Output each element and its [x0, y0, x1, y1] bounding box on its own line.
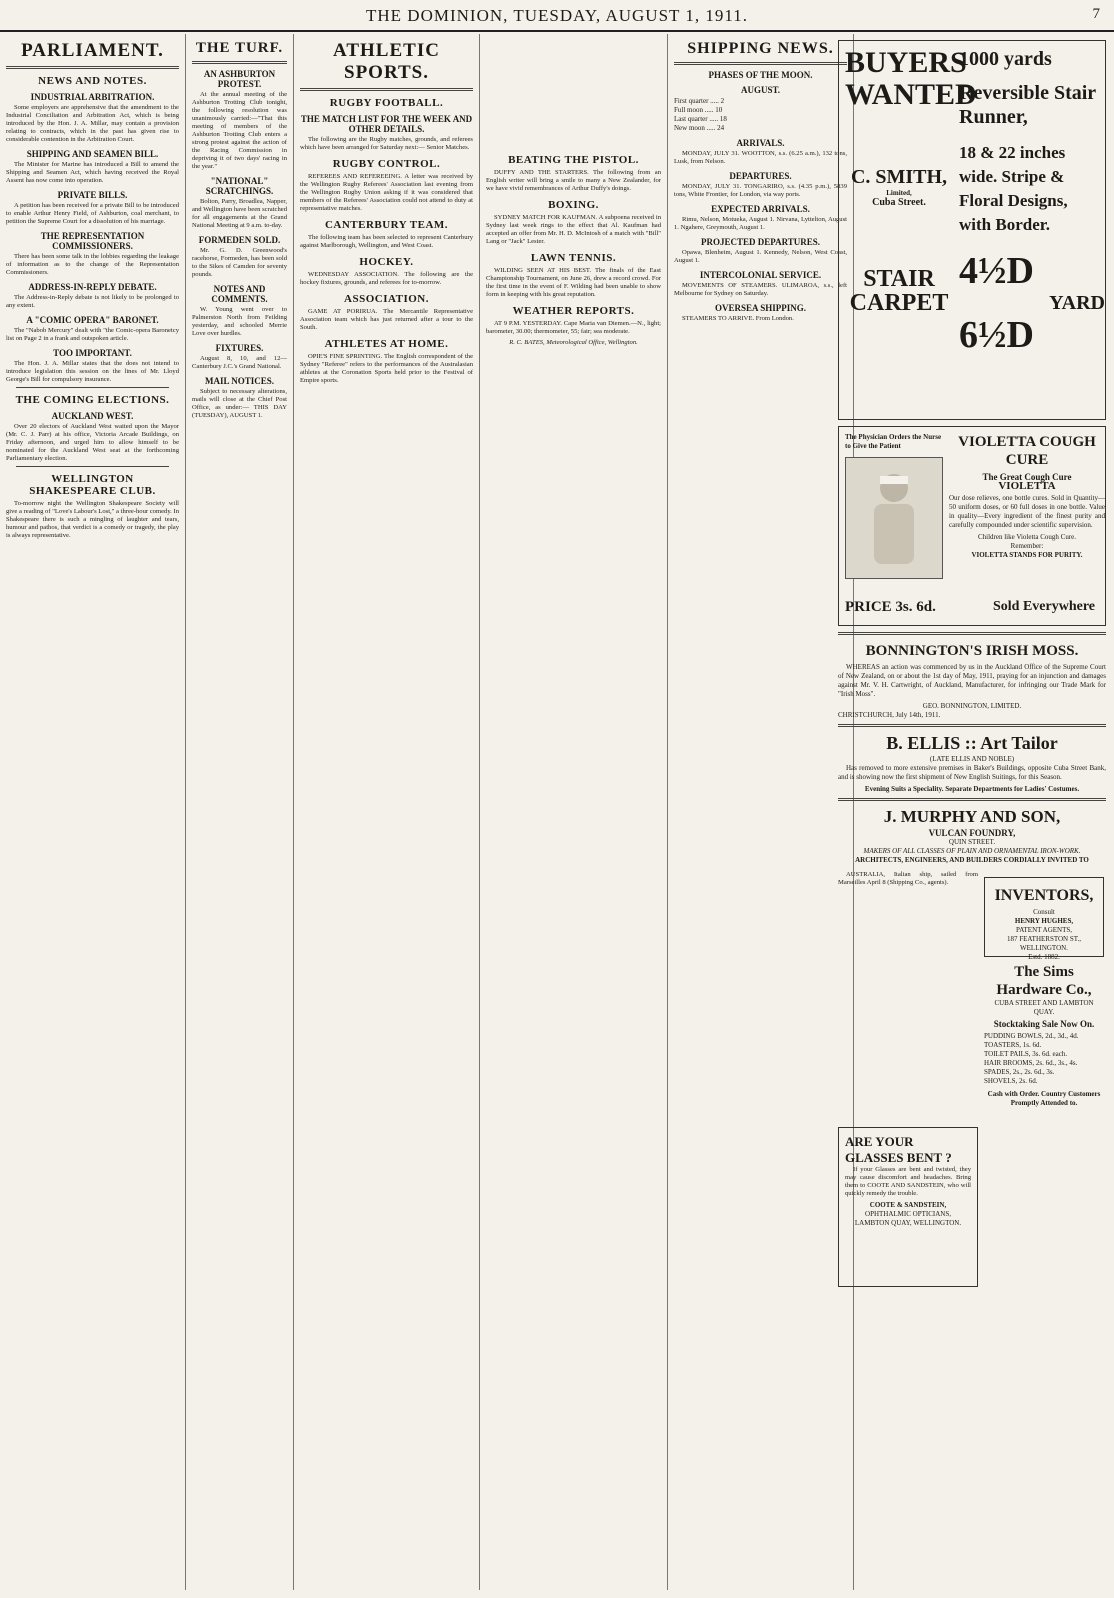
- article-title: THE REPRESENTATION COMMISSIONERS.: [40, 231, 145, 251]
- subheading-weather-reports: WEATHER REPORTS.: [512, 305, 635, 317]
- article-body: DUFFY AND THE STARTERS. The following from an English writer will bring a smile to many a New Zealander, for we have vivid remembrances of Arthur Duffy's doings.: [486, 169, 661, 192]
- article-title: EXPECTED ARRIVALS.: [711, 204, 810, 214]
- moon-phase-row: First quarter ..... 2: [674, 97, 725, 105]
- ad-carpet-label: CARPET: [849, 290, 949, 316]
- ad-violetta-body: Our dose relieves, one bottle cures. Sold in Quantity—50 uniform doses, or 60 full doses in one bottle. Value in quality—Every ingredient of the finest purity and carefully compounded under scientific supervision.: [949, 494, 1105, 529]
- article-body: GAME AT PORIRUA. The Mercantile Representative Association team which has just returned after a tour to the South.: [300, 308, 473, 331]
- article-body: Some employers are apprehensive that the amendment to the Industrial Conciliation and Arbitration Act, which is being introduced by the Hon. J. A. Millar, may contain a provision relating to contracts, which in the past has given rise to considerable contention in the Arbitration Court.: [6, 104, 179, 143]
- moon-phases-title: PHASES OF THE MOON.: [708, 70, 813, 80]
- article-title: MAIL NOTICES.: [204, 376, 275, 386]
- ad-murphy-street: QUIN STREET.: [948, 838, 996, 846]
- moon-phase-row: New moon ..... 24: [674, 124, 725, 132]
- subheading-beating-pistol: BEATING THE PISTOL.: [508, 154, 639, 166]
- ad-violetta-slogan: VIOLETTA STANDS FOR PURITY.: [971, 551, 1083, 559]
- section-heading-shipping: SHIPPING NEWS.: [687, 40, 834, 57]
- article-body: The Hon. J. A. Millar states that the does not intend to introduce legislation this session on the lines of Mr. Lloyd George's Bill for compulsory insurance.: [6, 360, 179, 383]
- newspaper-title: THE DOMINION, TUESDAY, AUGUST 1, 1911.: [366, 6, 748, 25]
- ad-ellis-tailor: [838, 731, 1106, 794]
- subheading-boxing: BOXING.: [548, 199, 599, 211]
- ad-violetta-name: VIOLETTA: [998, 480, 1056, 492]
- ad-ellis-body: Has removed to more extensive premises in Baker's Buildings, opposite Cuba Street Bank, and is showing now the first shipment of New English Suitings, for this Season.: [838, 764, 1106, 781]
- ad-right-stack: [984, 871, 1104, 1293]
- moon-phases-month: AUGUST.: [740, 85, 781, 95]
- article-body: At the annual meeting of the Ashburton Trotting Club tonight, the following resolution was unanimously carried:—"That this meeting of members of the Ashburton Trotting Club enters a strong protest against the action of the Racing Commission in depriving it of two days' racing in the year.": [192, 91, 287, 170]
- article-title: AUCKLAND WEST.: [51, 411, 134, 421]
- ad-row-bottom: [838, 871, 1106, 1293]
- divider: [16, 466, 169, 467]
- ad-sims-item: SHOVELS, 2s. 6d.: [984, 1077, 1038, 1085]
- article-body: The following are the Rugby matches, grounds, and referees which have been arranged for Saturday next:— Senior Matches.: [300, 136, 473, 151]
- article-body: W. Young went over to Palmerston North from Feilding yesterday, and schooled Merrie Love over hurdles.: [192, 306, 287, 337]
- ad-sims-item: HAIR BROOMS, 2s. 6d., 3s., 4s.: [984, 1059, 1078, 1067]
- ad-inventors: [984, 877, 1104, 961]
- column-sport-weather: [480, 34, 668, 1590]
- article-title: INTERCOLONIAL SERVICE.: [699, 270, 822, 280]
- ad-buyers-line1: BUYERS: [845, 46, 967, 79]
- ad-inventors-title: INVENTORS,: [994, 887, 1094, 904]
- ad-glasses-role: OPHTHALMIC OPTICIANS,: [865, 1210, 951, 1218]
- ad-stair-runner: [838, 40, 1106, 420]
- divider: [6, 66, 179, 69]
- ad-glasses-addr: LAMBTON QUAY, WELLINGTON.: [854, 1219, 962, 1227]
- article-body: SYDNEY MATCH FOR KAUFMAN. A subpoena received in Sydney last week rings to the effect that Al. Kaufman had accepted an offer from Mr. H. D. McIntosh of a match with "Bill" Lang or "Jack" Lester.: [486, 214, 661, 245]
- ad-murphy-makers: MAKERS OF ALL CLASSES OF PLAIN AND ORNAMENTAL IRON-WORK.: [863, 847, 1081, 855]
- article-body: Mr. G. D. Greenwood's racehorse, Formeden, has been sold to the Sikes of Camden for seventy pounds.: [192, 247, 287, 278]
- subheading-association: ASSOCIATION.: [344, 293, 429, 305]
- ad-sims-title: The Sims Hardware Co.,: [996, 964, 1092, 998]
- ad-violetta-sold: Sold Everywhere: [992, 599, 1095, 614]
- article-title: AN ASHBURTON PROTEST.: [203, 69, 276, 89]
- ad-sims-headline: Stocktaking Sale Now On.: [993, 1019, 1095, 1029]
- article-body: Subject to necessary alterations, mails will close at the Chief Post Office, as under:— THIS DAY (TUESDAY), AUGUST 1.: [192, 388, 287, 419]
- ad-product-line2: Runner,: [959, 106, 1028, 128]
- ad-murphy-invite: ARCHITECTS, ENGINEERS, AND BUILDERS CORDIALLY INVITED TO: [855, 856, 1089, 864]
- ad-price-2: 6½D: [959, 314, 1034, 356]
- divider: [16, 387, 169, 388]
- ad-murphy-sub: VULCAN FOUNDRY,: [928, 828, 1016, 838]
- ad-violetta: [838, 426, 1106, 626]
- subheading-news-notes: NEWS AND NOTES.: [38, 75, 147, 87]
- article-body: Opawa, Blenheim, August 1. Kennedy, Nelson, West Coast, August 1.: [674, 249, 847, 264]
- article-title: INDUSTRIAL ARBITRATION.: [30, 92, 155, 102]
- ad-seller-name: C. SMITH,: [850, 166, 948, 188]
- article-body: OPIE'S FINE SPRINTING. The English correspondent of the Sydney "Referee" refers to the performances of the Australasian athletes at the Coronation Sports held prior to the Festival of Empire sports.: [300, 353, 473, 384]
- ad-stair-label: STAIR: [863, 266, 935, 292]
- ad-left-stack: [838, 871, 978, 1293]
- article-body: Bolton, Parry, Broadlea, Napper, and Wellington have been scratched for all engagements at the Grand National Meeting at 9 a.m. to-day.: [192, 198, 287, 229]
- article-body: WEDNESDAY ASSOCIATION. The following are the hockey fixtures, grounds, and referees for to-morrow.: [300, 271, 473, 286]
- ad-inventors-addr: 187 FEATHERSTON ST., WELLINGTON.: [1006, 935, 1082, 952]
- ad-glasses-name: COOTE & SANDSTEIN,: [869, 1201, 947, 1209]
- ad-price-unit: YARD: [1049, 292, 1105, 314]
- ad-price-1: 4½D: [959, 250, 1034, 292]
- divider: [674, 62, 847, 65]
- ad-glasses: [838, 1127, 978, 1287]
- ad-violetta-remember: Remember:: [1010, 542, 1044, 550]
- article-body: MOVEMENTS OF STEAMERS. ULIMAROA, s.s., left Melbourne for Sydney on Saturday.: [674, 282, 847, 297]
- ad-sims-hardware: [984, 963, 1104, 1108]
- divider: [192, 61, 287, 64]
- ad-inventors-consult: Consult: [1033, 908, 1055, 916]
- article-title: A "COMIC OPERA" BARONET.: [26, 315, 159, 325]
- article-body: August 8, 10, and 12—Canterbury J.C.'s Grand National.: [192, 355, 287, 370]
- article-title: FIXTURES.: [215, 343, 264, 353]
- ad-murphy-title: J. MURPHY AND SON,: [883, 807, 1061, 826]
- article-title: PRIVATE BILLS.: [57, 190, 128, 200]
- ad-ellis-title: B. ELLIS :: Art Tailor: [886, 733, 1058, 753]
- article-title: THE MATCH LIST FOR THE WEEK AND OTHER DETAILS.: [300, 114, 473, 134]
- article-body: The following team has been selected to represent Canterbury against Marlborough, Wellington, and West Coast.: [300, 234, 473, 249]
- article-body: The Address-in-Reply debate is not likely to be prolonged to any extent.: [6, 294, 179, 309]
- subheading-canterbury-team: CANTERBURY TEAM.: [324, 219, 449, 231]
- column-parliament: [0, 34, 186, 1590]
- ad-violetta-price: PRICE 3s. 6d.: [845, 599, 936, 615]
- article-body: WILDING SEEN AT HIS BEST. The finals of the East Championship Tournament, on June 26, drew a record crowd. For the first time in the event of F. Wilding had been unable to show form in keeping with his great reputation.: [486, 267, 661, 298]
- moon-phase-row: Last quarter ..... 18: [674, 115, 727, 123]
- ad-seller-street: Cuba Street.: [872, 197, 926, 208]
- ad-irish-moss-place: CHRISTCHURCH, July 14th, 1911.: [838, 711, 941, 719]
- article-body: MONDAY, JULY 31. WOOTTON, s.s. (6.25 a.m.), 132 tons, Lusk, from Nelson.: [674, 150, 847, 165]
- ad-irish-moss-sign: GEO. BONNINGTON, LIMITED.: [922, 702, 1022, 710]
- article-title: ARRIVALS.: [736, 138, 785, 148]
- ad-ellis-tagline: Evening Suits a Speciality. Separate Departments for Ladies' Costumes.: [864, 785, 1080, 793]
- ad-buyers-left: [845, 46, 977, 316]
- article-body: There has been some talk in the lobbies regarding the leakage of information as to the change of the Representation Commissioners.: [6, 253, 179, 276]
- column-shipping: [668, 34, 854, 1590]
- ad-inventors-name: HENRY HUGHES,: [1014, 917, 1074, 925]
- article-body: MONDAY, JULY 31. TONGARIRO, s.s. (4.35 p.m.), 5839 tons, White Frontier, for London, via way ports.: [674, 183, 847, 198]
- subheading-lawn-tennis: LAWN TENNIS.: [530, 252, 617, 264]
- divider: [838, 798, 1106, 801]
- ad-sims-addr: CUBA STREET AND LAMBTON QUAY.: [994, 999, 1094, 1016]
- ad-glasses-body: If your Glasses are bent and twisted, they may cause discomfort and headaches. Bring them to COOTE AND SANDSTEIN, who will quickly remedy the trouble.: [845, 1166, 971, 1197]
- ad-desc1: wide. Stripe &: [959, 167, 1065, 186]
- ad-sims-item: TOILET PAILS, 3s. 6d. each.: [984, 1050, 1068, 1058]
- ad-violetta-tag: The Great Cough Cure: [982, 472, 1072, 482]
- ad-murphy-body: AUSTRALIA, Italian ship, sailed from Marseilles April 8 (Shipping Co., agents).: [838, 871, 978, 886]
- article-body: To-morrow night the Wellington Shakespeare Society will give a reading of "Love's Labour's Lost," a three-hour comedy. In Shakespeare there is such a mingling of laughter and tears, humour and pathos, that verdict is a comedy or tragedy, the play is always representative.: [6, 500, 179, 539]
- subheading-rugby: RUGBY FOOTBALL.: [329, 97, 444, 109]
- column-athletic-sports: [294, 34, 480, 1590]
- ad-irish-moss: [838, 639, 1106, 720]
- weather-signoff: R. C. BATES, Meteorological Office, Wellington.: [509, 339, 638, 346]
- article-title: OVERSEA SHIPPING.: [714, 303, 807, 313]
- ad-ellis-sub: (LATE ELLIS AND NOBLE): [929, 755, 1015, 763]
- ad-sizes: 18 & 22 inches: [959, 143, 1066, 162]
- ad-inventors-role: PATENT AGENTS,: [1015, 926, 1072, 934]
- article-body: STEAMERS TO ARRIVE. From London.: [682, 315, 794, 322]
- article-body: Over 20 electors of Auckland West waited upon the Mayor (Mr. C. J. Parr) at his office, Victoria Arcade Buildings, on Friday afternoon, and urged him to allow himself to be nominated for the Auckland West seat at the forthcoming Parliamentary election.: [6, 423, 179, 462]
- ad-glasses-title: ARE YOUR GLASSES BENT ?: [845, 1134, 952, 1165]
- ad-product-line1: Reversible Stair: [959, 82, 1097, 104]
- ad-sims-item: TOASTERS, 1s. 6d.: [984, 1041, 1042, 1049]
- ad-irish-moss-body: WHEREAS an action was commenced by us in the Auckland Office of the Supreme Court of New Zealand, on or about the 1st day of May, 1911, praying for an injunction and damages against Mr. V. H. Cartwright, of Auckland, Manufacturer, for infringing our Trade Mark for "Irish Moss".: [838, 663, 1106, 698]
- column-turf: [186, 34, 294, 1590]
- article-body: AT 9 P.M. YESTERDAY. Cape Maria van Diemen.—N., light; barometer, 30.00; thermometer, 55; fair; sea moderate.: [486, 320, 661, 335]
- divider: [838, 724, 1106, 727]
- ad-desc3: with Border.: [959, 215, 1050, 234]
- article-body: The Minister for Marine has introduced a Bill to amend the Shipping and Seamen Act, which having received the Royal Assent has now come into operation.: [6, 161, 179, 184]
- article-title: SHIPPING AND SEAMEN BILL.: [26, 149, 159, 159]
- ad-inventors-estd: Estd. 1882.: [1028, 953, 1060, 961]
- article-title: TOO IMPORTANT.: [53, 348, 132, 358]
- column-advertisements: [830, 34, 1114, 1590]
- article-body: The "Nabob Mercury" dealt with "the Comic-opera Baronetcy list on Page 2 in a frank and outspoken article.: [6, 327, 179, 342]
- ad-violetta-title: VIOLETTA COUGH CURE: [958, 434, 1096, 468]
- article-title: DEPARTURES.: [729, 171, 792, 181]
- moon-phases-table: [674, 97, 847, 133]
- nurse-illustration-icon: [845, 457, 943, 579]
- ad-violetta-side: The Physician Orders the Nurse to Give the Patient: [845, 433, 942, 450]
- ad-quantity: 1000 yards: [959, 48, 1052, 70]
- ad-violetta-text: [949, 433, 1105, 560]
- moon-phase-row: Full moon ..... 10: [674, 106, 723, 114]
- ad-buyers-line2: WANTED: [845, 78, 977, 111]
- article-title: ADDRESS-IN-REPLY DEBATE.: [28, 282, 157, 292]
- ad-buyers-right: [959, 47, 1105, 355]
- ad-sims-item: SPADES, 2s., 2s. 6d., 3s.: [984, 1068, 1055, 1076]
- divider: [838, 632, 1106, 635]
- masthead: [0, 0, 1114, 32]
- page-number: 7: [1092, 6, 1100, 22]
- article-body: REFEREES AND REFEREEING. A letter was received by the Wellington Rugby Referees' Association last evening from the Wellington Rugby Union asking if it was considered that members of the Referees' Association could not attend to duty at representative matches.: [300, 173, 473, 212]
- article-title: FORMEDEN SOLD.: [198, 235, 281, 245]
- article-title: "NATIONAL" SCRATCHINGS.: [205, 176, 274, 196]
- ad-sims-footer: Cash with Order. Country Customers Promptly Attended to.: [987, 1090, 1101, 1107]
- ad-desc2: Floral Designs,: [959, 191, 1068, 210]
- subheading-athletes-at-home: ATHLETES AT HOME.: [324, 338, 449, 350]
- section-heading-turf: THE TURF.: [195, 40, 284, 56]
- ad-seller-limited: Limited,: [886, 189, 912, 197]
- ad-sims-item: PUDDING BOWLS, 2d., 3d., 4d.: [984, 1032, 1079, 1040]
- ad-irish-moss-title: BONNINGTON'S IRISH MOSS.: [865, 643, 1079, 659]
- ad-violetta-children: Children like Violetta Cough Cure.: [977, 533, 1077, 541]
- subheading-rugby-control: RUGBY CONTROL.: [332, 158, 441, 170]
- section-heading-athletic-sports: ATHLETIC SPORTS.: [333, 40, 440, 83]
- subheading-hockey: HOCKEY.: [359, 256, 414, 268]
- section-heading-parliament: PARLIAMENT.: [21, 40, 164, 61]
- subheading-shakespeare-club: WELLINGTON SHAKESPEARE CLUB.: [29, 473, 156, 497]
- article-body: A petition has been received for a private Bill to be introduced to enable Arthur Henry Field, of Ashburton, coal merchant, to petition the Supreme Court for a dissolution of his marriage.: [6, 202, 179, 225]
- article-title: NOTES AND COMMENTS.: [211, 284, 268, 304]
- ad-murphy-foundry: [838, 805, 1106, 865]
- article-title: PROJECTED DEPARTURES.: [700, 237, 821, 247]
- subheading-coming-elections: THE COMING ELECTIONS.: [15, 394, 170, 406]
- divider: [300, 88, 473, 91]
- article-body: Rimu, Nelson, Motueka, August 1. Nirvana, Lyttelton, August 1. Ngahere, Greymouth, August 1.: [674, 216, 847, 231]
